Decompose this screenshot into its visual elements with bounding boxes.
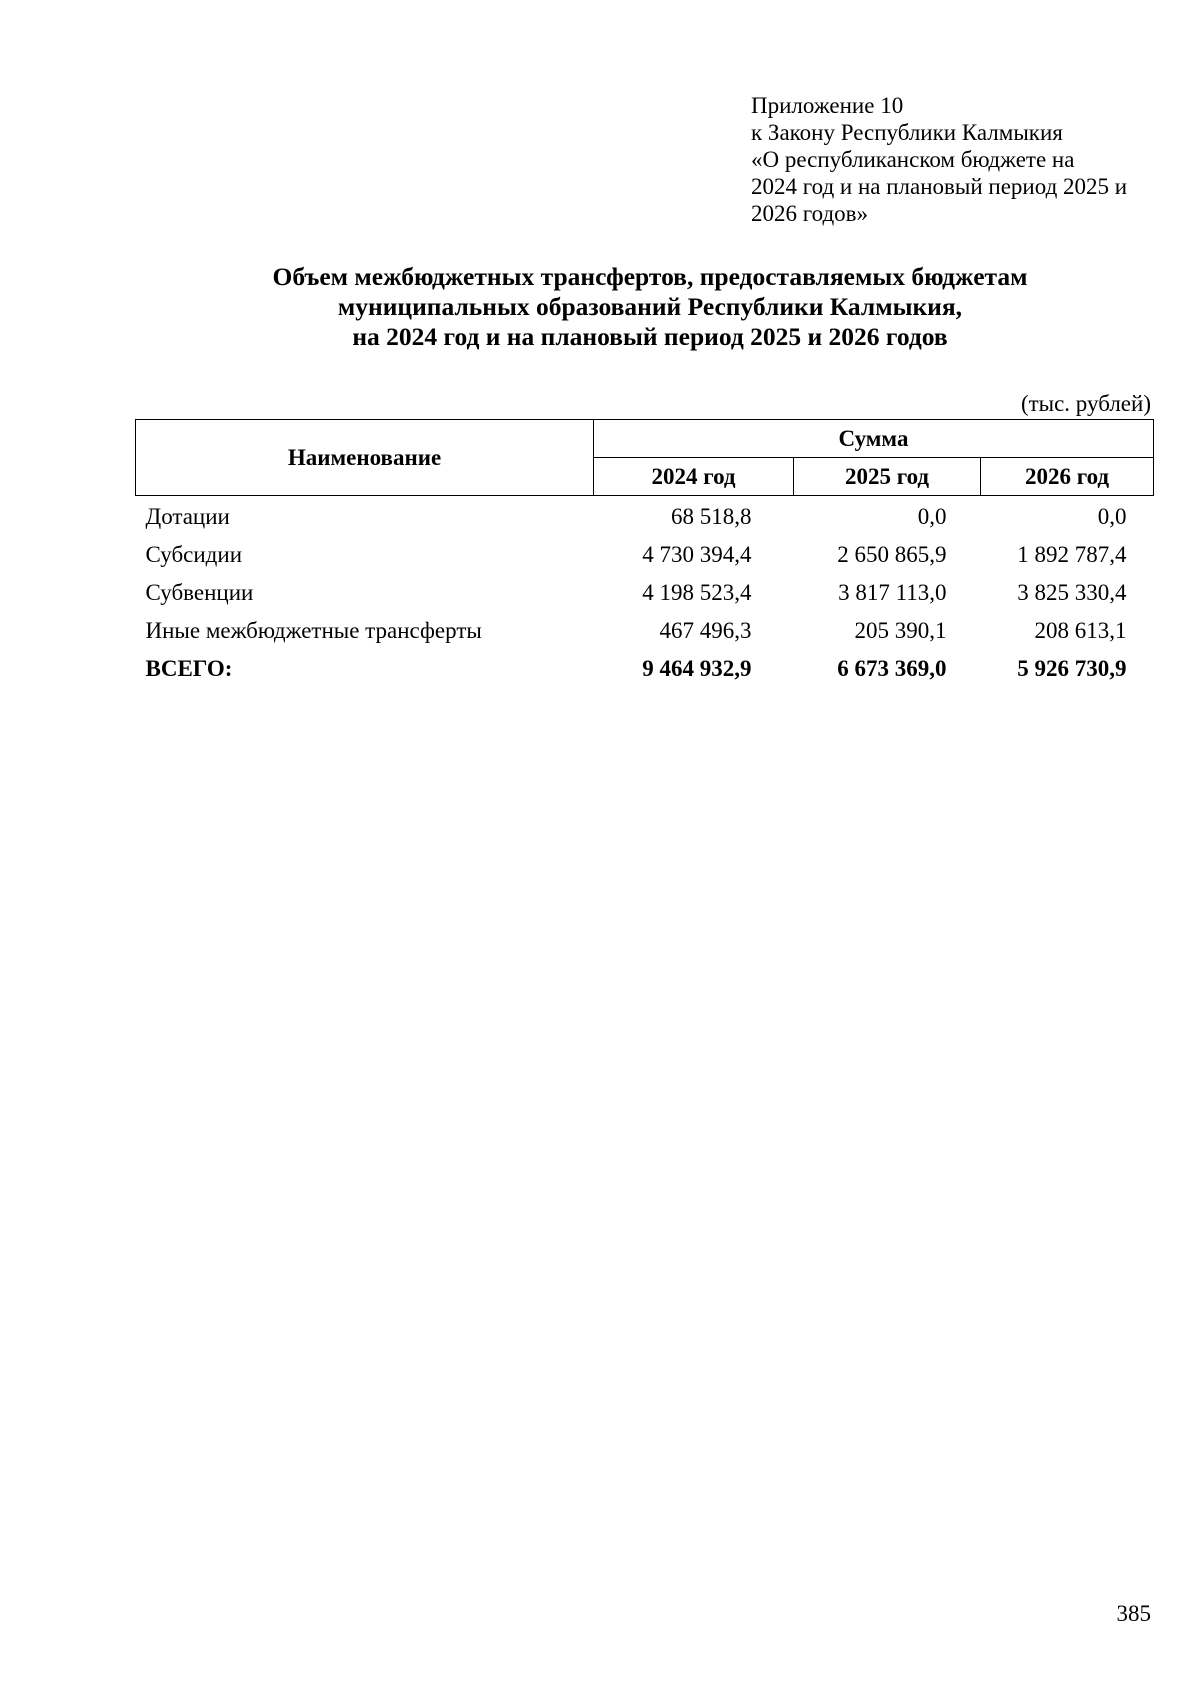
row-name: Субсидии	[145, 542, 243, 567]
row-value-2024: 4 198 523,4	[642, 580, 752, 605]
header-year-2024: 2024 год	[594, 458, 794, 496]
total-value-2025: 6 673 369,0	[837, 656, 947, 681]
units-label: (тыс. рублей)	[1020, 391, 1151, 416]
annex-line: к Закону Республики Калмыкия	[751, 120, 1063, 145]
row-value-2025: 2 650 865,9	[837, 542, 947, 567]
document-title	[130, 262, 1170, 352]
table-row	[136, 574, 1154, 612]
annex-line: 2026 годов»	[751, 201, 869, 226]
row-value-2024: 4 730 394,4	[642, 542, 752, 567]
row-value-2024: 467 496,3	[659, 618, 752, 643]
row-name: Дотации	[145, 504, 230, 529]
table-row	[136, 536, 1154, 574]
total-label: ВСЕГО:	[145, 656, 233, 681]
annex-line: «О республиканском бюджете на	[751, 147, 1075, 172]
title-line: муниципальных образований Республики Калмыкия,	[337, 292, 963, 321]
row-name: Иные межбюджетные трансферты	[145, 618, 482, 643]
row-value-2026: 208 613,1	[1034, 618, 1127, 643]
row-value-2026: 3 825 330,4	[1017, 580, 1127, 605]
row-value-2026: 1 892 787,4	[1017, 542, 1127, 567]
title-line: Объем межбюджетных трансфертов, предоставляемых бюджетам	[272, 262, 1028, 291]
row-value-2026: 0,0	[1097, 504, 1127, 529]
page-number: 385	[1116, 1601, 1151, 1626]
header-year-2025: 2025 год	[794, 458, 981, 496]
header-year-2026: 2026 год	[981, 458, 1154, 496]
total-value-2026: 5 926 730,9	[1017, 656, 1127, 681]
row-value-2025: 0,0	[917, 504, 947, 529]
transfers-table	[135, 419, 1154, 688]
annex-reference	[751, 92, 1171, 227]
annex-line: 2024 год и на плановый период 2025 и	[751, 174, 1128, 199]
header-name: Наименование	[136, 420, 594, 496]
total-row	[136, 650, 1154, 688]
row-value-2024: 68 518,8	[671, 504, 752, 529]
table-row	[136, 612, 1154, 650]
row-value-2025: 205 390,1	[854, 618, 947, 643]
table-row	[136, 496, 1154, 537]
total-value-2024: 9 464 932,9	[642, 656, 752, 681]
row-name: Субвенции	[145, 580, 254, 605]
annex-line: Приложение 10	[751, 93, 904, 118]
title-line: на 2024 год и на плановый период 2025 и 2026 годов	[352, 322, 948, 351]
header-sum: Сумма	[594, 420, 1154, 458]
row-value-2025: 3 817 113,0	[838, 580, 947, 605]
